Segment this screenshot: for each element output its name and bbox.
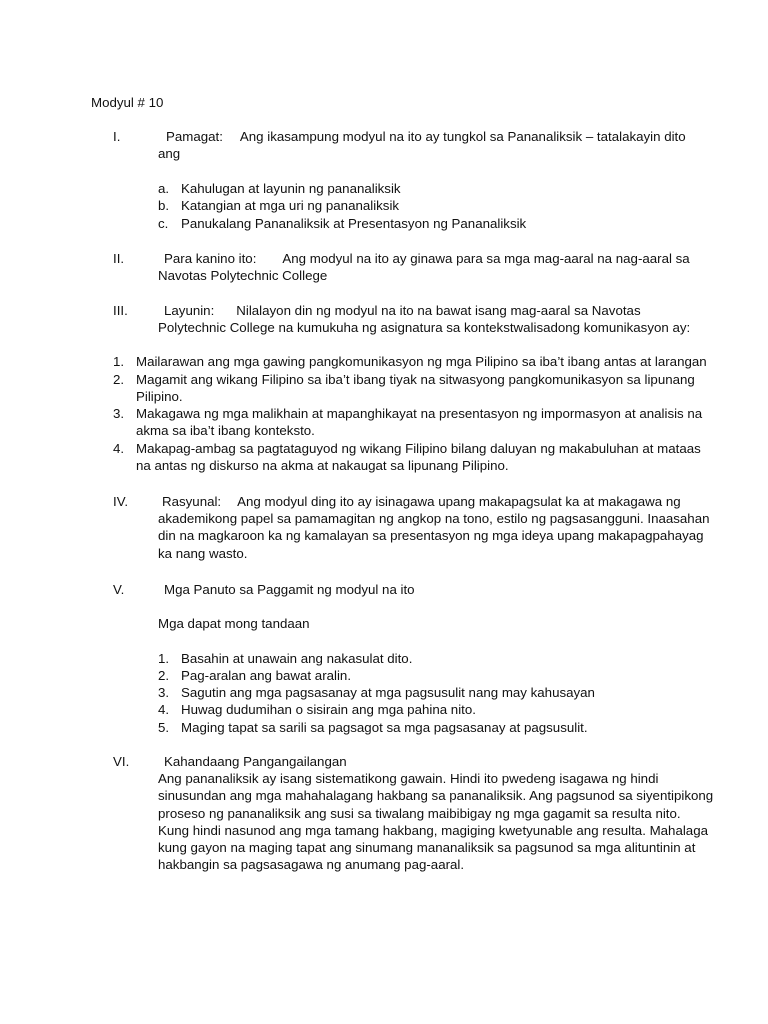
section-numeral: V.	[113, 582, 125, 597]
section-numeral: III.	[113, 303, 128, 318]
section-label: Mga Panuto sa Paggamit ng modyul na ito	[164, 582, 415, 597]
list-text: Maging tapat sa sarili sa pagsagot sa mga pagsasanay at pagsusulit.	[181, 720, 588, 735]
section-body	[158, 753, 718, 873]
section-label: Layunin:	[164, 303, 215, 318]
section-text-line: sinusundan ang mga mahahalagang hakbang sa pananaliksik. Ang pagsunod sa siyentipikong	[158, 788, 714, 804]
section-text-line: Navotas Polytechnic College	[158, 268, 328, 284]
list-marker: a.	[158, 181, 170, 196]
section-text-line: Kung hindi nasunod ang mga tamang hakbang, magiging kwetyunable ang resulta. Mahalaga	[158, 822, 708, 838]
section-text-line: proseso ng pananaliksik ang susi sa tiwalang maibibigay ng mga gagamit sa resulta nito.	[158, 805, 681, 821]
list-marker: b.	[158, 198, 170, 213]
list-text: Panukalang Pananaliksik at Presentasyon ng Pananaliksik	[181, 216, 527, 231]
list-marker: 1.	[113, 354, 125, 369]
section-numeral: I.	[113, 129, 121, 144]
list-marker: 3.	[113, 406, 125, 421]
document-title: Modyul # 10	[91, 95, 164, 110]
section-text-line: Ang modyul ding ito ay isinagawa upang makapagsulat ka at makagawa ng	[237, 494, 681, 509]
section-text-line: Nilalayon din ng modyul na ito na bawat isang mag-aaral sa Navotas	[236, 303, 641, 318]
list-text: Kahulugan at layunin ng pananaliksik	[181, 181, 401, 196]
section-subheading: Mga dapat mong tandaan	[158, 616, 310, 631]
list-text: Basahin at unawain ang nakasulat dito.	[181, 651, 413, 666]
list-marker: 2.	[113, 372, 125, 387]
list-text: Pilipino.	[136, 389, 183, 404]
section-text-line: Ang modyul na ito ay ginawa para sa mga mag-aaral na nag-aaral sa	[282, 251, 690, 266]
list-marker: 3.	[158, 685, 170, 700]
list-text: akma sa iba’t ibang konteksto.	[136, 423, 315, 438]
list-marker: c.	[158, 216, 169, 231]
list-text: Sagutin ang mga pagsasanay at mga pagsusulit nang may kahusayan	[181, 685, 595, 700]
list-text: Makapag-ambag sa pagtataguyod ng wikang Filipino bilang daluyan ng makabuluhan at mataas	[136, 441, 701, 456]
section-text-line: Ang ikasampung modyul na ito ay tungkol sa Pananaliksik – tatalakayin dito	[239, 129, 686, 144]
section-text-line: ka nang wasto.	[158, 545, 248, 561]
section-text-line: akademikong papel sa pamamagitan ng angkop na tono, estilo ng pagsasangguni. Inaasahan	[158, 511, 710, 527]
section-text-line: Ang pananaliksik ay isang sistematikong gawain. Hindi ito pwedeng isagawa ng hindi	[158, 771, 659, 787]
list-marker: 2.	[158, 668, 170, 683]
list-text: Huwag dudumihan o sisirain ang mga pahina nito.	[181, 702, 476, 717]
list-marker: 4.	[113, 441, 125, 456]
list-text: Makagawa ng mga malikhain at mapanghikayat na presentasyon ng impormasyon at analisis na	[136, 406, 703, 421]
section-text-line: kung gayon na maging tapat ang sinumang mananaliksik sa pagsunod sa mga alituntinin at	[158, 840, 696, 856]
list-text: Pag-aralan ang bawat aralin.	[181, 668, 352, 683]
section-label: Pamagat:	[166, 129, 223, 144]
list-text: Magamit ang wikang Filipino sa iba’t ibang tiyak na sitwasyong pangkomunikasyon sa lipunang	[136, 372, 695, 387]
list-marker: 1.	[158, 651, 170, 666]
section-label: Para kanino ito:	[164, 251, 257, 266]
list-text: Mailarawan ang mga gawing pangkomunikasyon ng mga Pilipino sa iba’t ibang antas at larangan	[136, 354, 707, 369]
list-text: Katangian at mga uri ng pananaliksik	[181, 198, 400, 213]
section-numeral: II.	[113, 251, 125, 266]
list-text: na antas ng diskurso na akma at nakaugat sa lipunang Pilipino.	[136, 458, 509, 473]
section-text-line: Polytechnic College na kumukuha ng asignatura sa kontekstwalisadong komunikasyon ay:	[158, 320, 691, 336]
section-body	[158, 250, 690, 284]
section-label: Kahandaang Pangangailangan	[164, 754, 347, 769]
section-numeral: IV.	[113, 494, 129, 509]
section-text-line: hakbangin sa pagsasagawa ng anumang pag-aaral.	[158, 857, 465, 873]
section-body	[158, 128, 686, 162]
list-marker: 4.	[158, 702, 170, 717]
section-text-line: din na magkaroon ka ng kamalayan sa presentasyon ng mga ideya upang makapagpahayag	[158, 528, 704, 544]
list-marker: 5.	[158, 720, 170, 735]
section-body	[158, 302, 718, 336]
section-body	[158, 581, 678, 598]
section-label: Rasyunal:	[162, 494, 222, 509]
section-body	[158, 493, 718, 562]
section-text-line: ang	[158, 146, 181, 162]
section-numeral: VI.	[113, 754, 130, 769]
